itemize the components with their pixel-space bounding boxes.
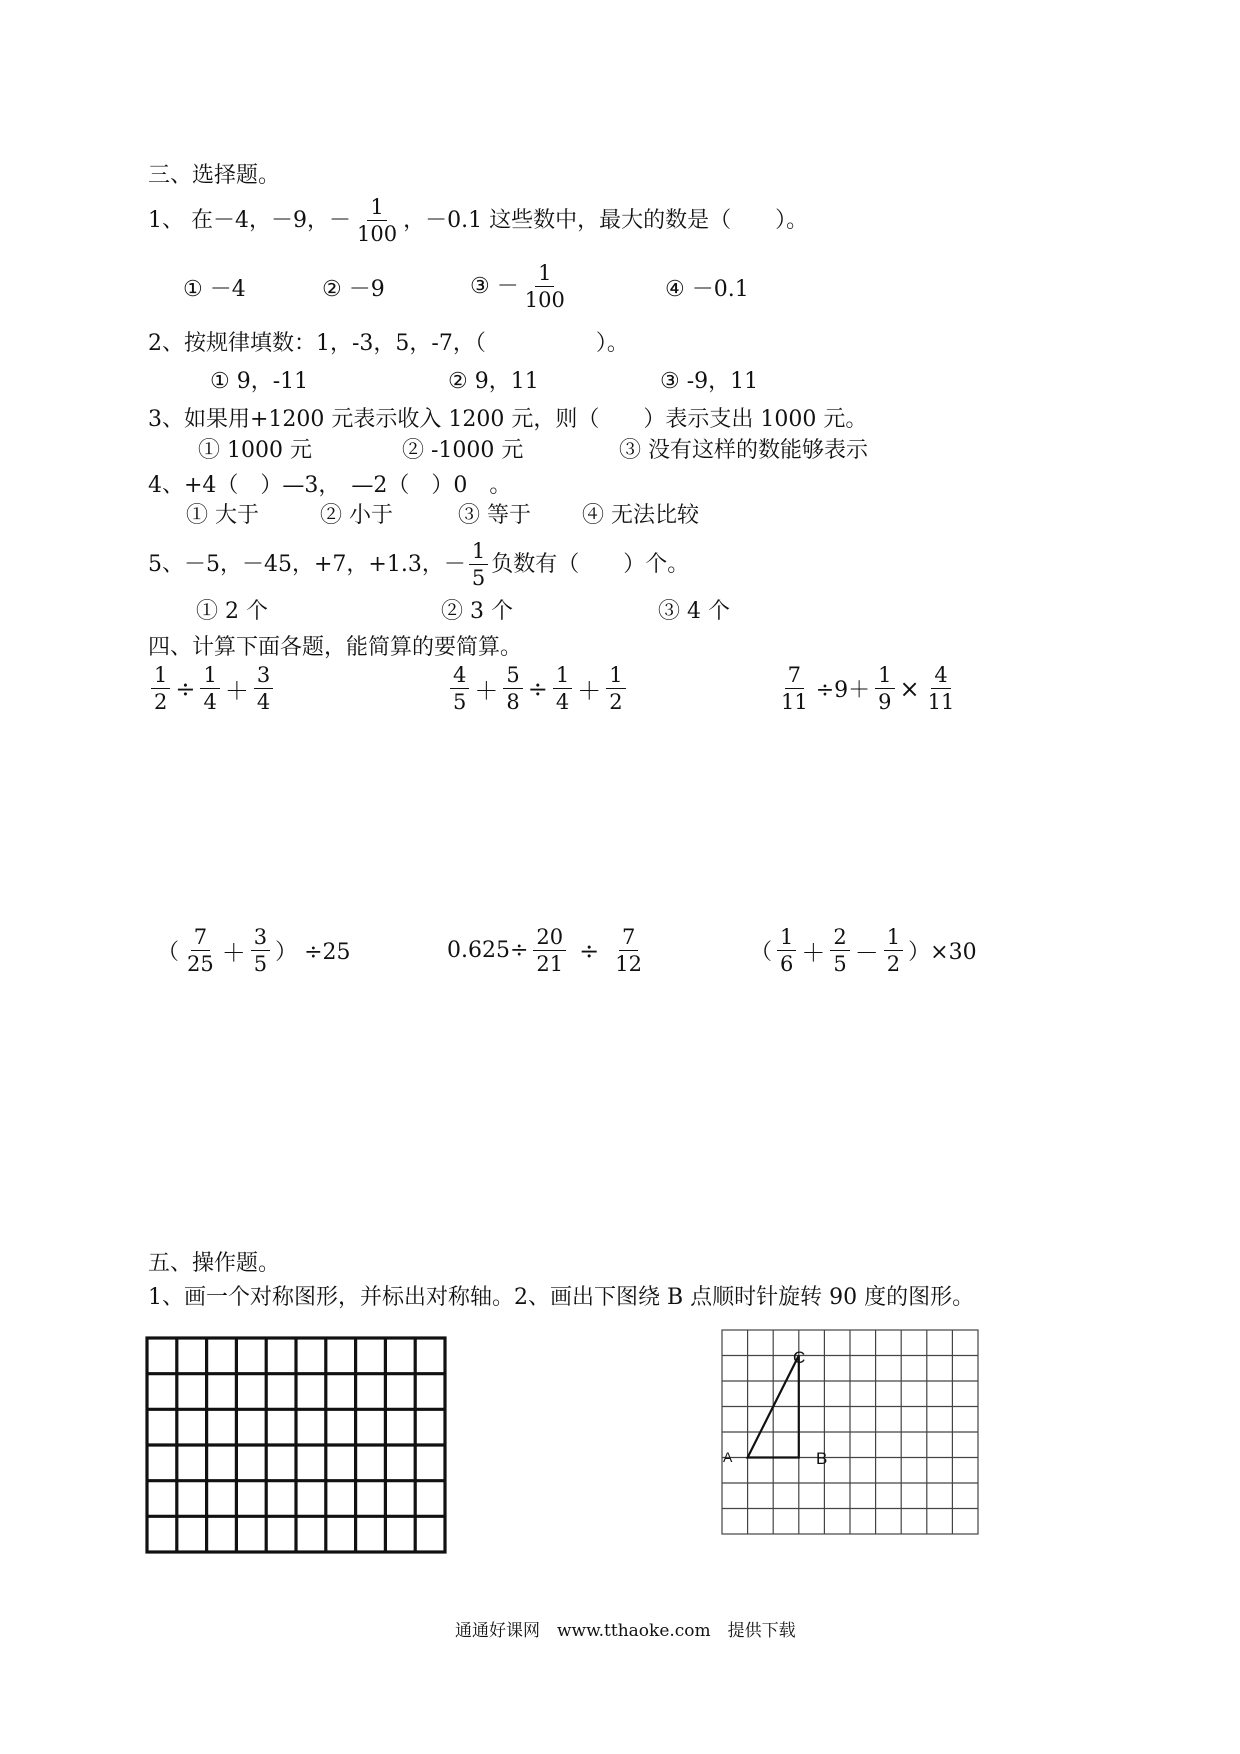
expression-2 (447, 664, 629, 713)
e6-b-num: 2 (830, 926, 849, 951)
question-1 (148, 196, 808, 245)
question-3: 3、如果用+1200 元表示收入 1200 元，则（ ）表示支出 1000 元。 (148, 407, 868, 432)
e2-op3: ＋ (577, 677, 602, 705)
q5-frac-num: 1 (469, 540, 488, 565)
e5-a-num: 20 (533, 926, 566, 951)
e4-lparen: （ (157, 940, 180, 965)
e3-b-den: 9 (878, 690, 892, 714)
e1-frac-c (254, 664, 273, 713)
e2-c-den: 4 (555, 690, 570, 714)
e6-tail: ）×30 (908, 940, 977, 965)
q5-option-3: ③ 4 个 (658, 599, 730, 624)
e2-frac-b (503, 664, 522, 713)
e1-frac-b (200, 664, 219, 713)
q1-opt3-num: 1 (535, 262, 554, 287)
q1-frac-den: 100 (357, 222, 398, 246)
q1-option-2: ② －9 (322, 277, 385, 302)
rotation-grid (720, 1328, 984, 1542)
q1-prefix: 1、 在－4，－9，－ (148, 207, 351, 233)
q1-opt3-den: 100 (524, 288, 565, 312)
question-5 (148, 540, 689, 589)
e4-frac-b (251, 926, 270, 975)
e2-c-num: 1 (553, 664, 572, 689)
point-b-label: B (816, 1449, 828, 1468)
e1-a-num: 1 (151, 664, 170, 689)
e1-a-den: 2 (154, 690, 168, 714)
e3-c-den: 11 (927, 690, 955, 714)
e4-tail: ） ÷25 (275, 940, 351, 965)
e2-a-num: 4 (450, 664, 469, 689)
q4-option-4: ④ 无法比较 (582, 503, 699, 528)
e2-frac-c (553, 664, 572, 713)
section5-task: 1、画一个对称图形，并标出对称轴。2、画出下图绕 B 点顺时针旋转 90 度的图形。 (148, 1285, 975, 1310)
q2-option-1: ① 9，-11 (210, 369, 309, 394)
q5-suffix: 负数有（ ）个。 (491, 551, 690, 577)
expression-4 (155, 926, 353, 975)
point-c-label: C (793, 1348, 806, 1367)
e1-b-num: 1 (200, 664, 219, 689)
e5-b-num: 7 (619, 926, 638, 951)
e5-b-den: 12 (615, 952, 642, 976)
q1-option-1: ① －4 (183, 277, 246, 302)
e2-a-den: 5 (453, 690, 467, 714)
e1-b-den: 4 (203, 690, 217, 714)
e3-b-num: 1 (875, 664, 894, 689)
e3-op2: × (899, 674, 920, 703)
q3-option-2: ② -1000 元 (402, 438, 524, 463)
expression-5 (445, 926, 648, 975)
section5-heading: 五、操作题。 (148, 1251, 281, 1276)
e4-b-num: 3 (251, 926, 270, 951)
expression-3 (775, 664, 960, 713)
q5-option-2: ② 3 个 (441, 599, 513, 624)
e6-op2: － (854, 939, 879, 967)
q3-option-1: ① 1000 元 (198, 438, 312, 463)
e5-a-den: 21 (536, 952, 564, 976)
e6-frac-a (777, 926, 796, 975)
e2-op1: ＋ (474, 677, 499, 705)
point-a-label: A (723, 1449, 733, 1465)
e6-a-den: 6 (780, 952, 794, 976)
e5-op1: ÷ (579, 936, 600, 965)
e3-frac-b (875, 664, 894, 713)
q5-frac-den: 5 (471, 566, 486, 590)
e2-b-den: 8 (506, 690, 520, 714)
q1-opt3-prefix: ③ － (470, 273, 519, 299)
e6-frac-b (830, 926, 849, 975)
e1-op2: ＋ (224, 677, 249, 705)
e3-a-den: 11 (781, 690, 808, 714)
q5-prefix: 5、－5，－45，+7，+1.3，－ (148, 551, 466, 577)
e6-a-num: 1 (777, 926, 796, 951)
e2-d-num: 1 (606, 664, 625, 689)
e3-c-num: 4 (931, 664, 950, 689)
e6-b-den: 5 (833, 952, 847, 976)
e3-a-num: 7 (785, 664, 804, 689)
expression-1 (148, 664, 276, 713)
e1-c-den: 4 (256, 690, 271, 714)
e5-frac-a (533, 926, 566, 975)
e3-mid: ÷9＋ (815, 678, 871, 703)
e5-frac-b (612, 926, 645, 975)
q1-option-4: ④ －0.1 (665, 277, 749, 302)
q4-option-2: ② 小于 (320, 503, 393, 528)
q1-frac-num: 1 (367, 196, 386, 221)
e5-head: 0.625÷ (447, 938, 529, 963)
question-4: 4、+4（ ）—3， —2（ ）0 。 (148, 473, 512, 498)
q1-opt3-fraction (522, 262, 568, 311)
e4-frac-a (184, 926, 217, 975)
e2-op2: ÷ (527, 674, 548, 703)
expression-6 (748, 926, 979, 975)
e4-a-num: 7 (191, 926, 210, 951)
e6-op1: ＋ (801, 939, 826, 967)
q2-option-2: ② 9，11 (448, 369, 539, 394)
e2-frac-a (450, 664, 469, 713)
q5-option-1: ① 2 个 (196, 599, 268, 624)
q3-option-3: ③ 没有这样的数能够表示 (619, 438, 868, 463)
e1-frac-a (151, 664, 170, 713)
question-2: 2、按规律填数：1，-3，5，-7，（ ）。 (148, 331, 629, 356)
e1-c-num: 3 (254, 664, 273, 689)
q1-fraction (354, 196, 400, 245)
e4-op1: ＋ (221, 939, 246, 967)
section4-heading: 四、计算下面各题，能简算的要简算。 (148, 635, 523, 660)
q1-option-3 (470, 262, 571, 311)
footer-credit: 通通好课网 www.tthaoke.com 提供下载 (455, 1621, 796, 1641)
e3-frac-a (778, 664, 811, 713)
q1-suffix: ，－0.1 这些数中，最大的数是（ ）。 (403, 207, 809, 233)
e6-lparen: （ (750, 940, 773, 965)
e6-c-den: 2 (886, 952, 901, 976)
e6-frac-c (884, 926, 903, 975)
e3-frac-c (925, 664, 958, 713)
q4-option-3: ③ 等于 (458, 503, 531, 528)
q4-option-1: ① 大于 (186, 503, 259, 528)
e2-d-den: 2 (609, 690, 623, 714)
e2-b-num: 5 (503, 664, 522, 689)
e2-frac-d (606, 664, 625, 713)
section3-heading: 三、选择题。 (148, 163, 281, 188)
e4-a-den: 25 (187, 952, 214, 976)
q5-fraction (469, 540, 488, 589)
e1-op1: ÷ (175, 674, 196, 703)
e4-b-den: 5 (253, 952, 268, 976)
q2-option-3: ③ -9，11 (660, 369, 759, 394)
e6-c-num: 1 (884, 926, 903, 951)
symmetry-drawing-grid (145, 1336, 449, 1556)
